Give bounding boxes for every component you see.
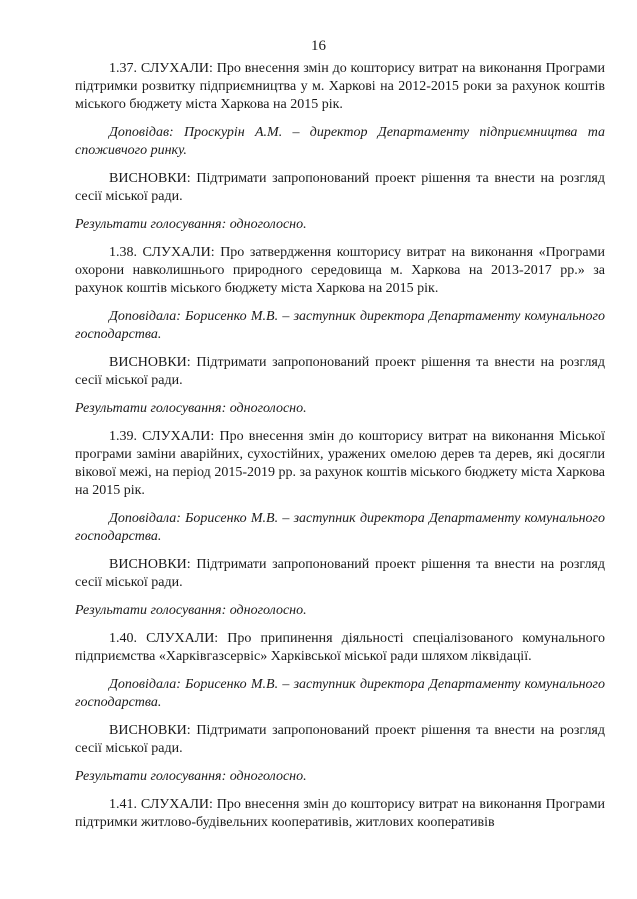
vote-result: Результати голосування: одноголосно. [75,769,307,784]
vote-result: Результати голосування: одноголосно. [75,401,307,416]
heard-paragraph: 1.39. СЛУХАЛИ: Про внесення змін до кошторису витрат на виконання Міської програми заміни аварійних, сухостійних, уражених омелою дерев та дерев, які досягли вікової межі, на період 2015-2019 рр. за рахунок коштів міського бюджету міста Харкова на 2015 рік. [75,429,605,498]
agenda-item [75,60,605,234]
heard-paragraph: 1.40. СЛУХАЛИ: Про припинення діяльності спеціалізованого комунального підприємства «Харківгазсервіс» Харківської міської ради шляхом ліквідації. [75,631,605,664]
speaker-paragraph: Доповідала: Борисенко М.В. – заступник директора Департаменту комунального господарства. [75,677,605,710]
agenda-item [75,244,605,418]
document-body [75,60,605,842]
conclusion-paragraph: ВИСНОВКИ: Підтримати запропонований проект рішення та внести на розгляд сесії міської ради. [75,557,605,590]
vote-result: Результати голосування: одноголосно. [75,603,307,618]
conclusion-paragraph: ВИСНОВКИ: Підтримати запропонований проект рішення та внести на розгляд сесії міської ради. [75,355,605,388]
speaker-paragraph: Доповідала: Борисенко М.В. – заступник директора Департаменту комунального господарства. [75,309,605,342]
speaker-paragraph: Доповідала: Борисенко М.В. – заступник директора Департаменту комунального господарства. [75,511,605,544]
heard-paragraph: 1.37. СЛУХАЛИ: Про внесення змін до кошторису витрат на виконання Програми підтримки розвитку підприємництва у м. Харкові на 2012-2015 роки за рахунок коштів міського бюджету міста Харкова на 2015 рік. [75,61,605,112]
vote-result: Результати голосування: одноголосно. [75,217,307,232]
speaker-paragraph: Доповідав: Проскурін А.М. – директор Департаменту підприємництва та споживчого ринку. [75,125,605,158]
heard-paragraph: 1.38. СЛУХАЛИ: Про затвердження кошторису витрат на виконання «Програми охорони навколишнього природного середовища м. Харкова на 2013-2017 рр.» за рахунок коштів міського бюджету міста Харкова на 2015 рік. [75,245,605,296]
page-number: 16 [311,38,326,54]
agenda-item [75,428,605,620]
conclusion-paragraph: ВИСНОВКИ: Підтримати запропонований проект рішення та внести на розгляд сесії міської ради. [75,723,605,756]
agenda-item [75,796,605,832]
conclusion-paragraph: ВИСНОВКИ: Підтримати запропонований проект рішення та внести на розгляд сесії міської ради. [75,171,605,204]
heard-paragraph: 1.41. СЛУХАЛИ: Про внесення змін до кошторису витрат на виконання Програми підтримки житлово-будівельних кооперативів, житлових кооперативів [75,797,605,830]
agenda-item [75,630,605,786]
